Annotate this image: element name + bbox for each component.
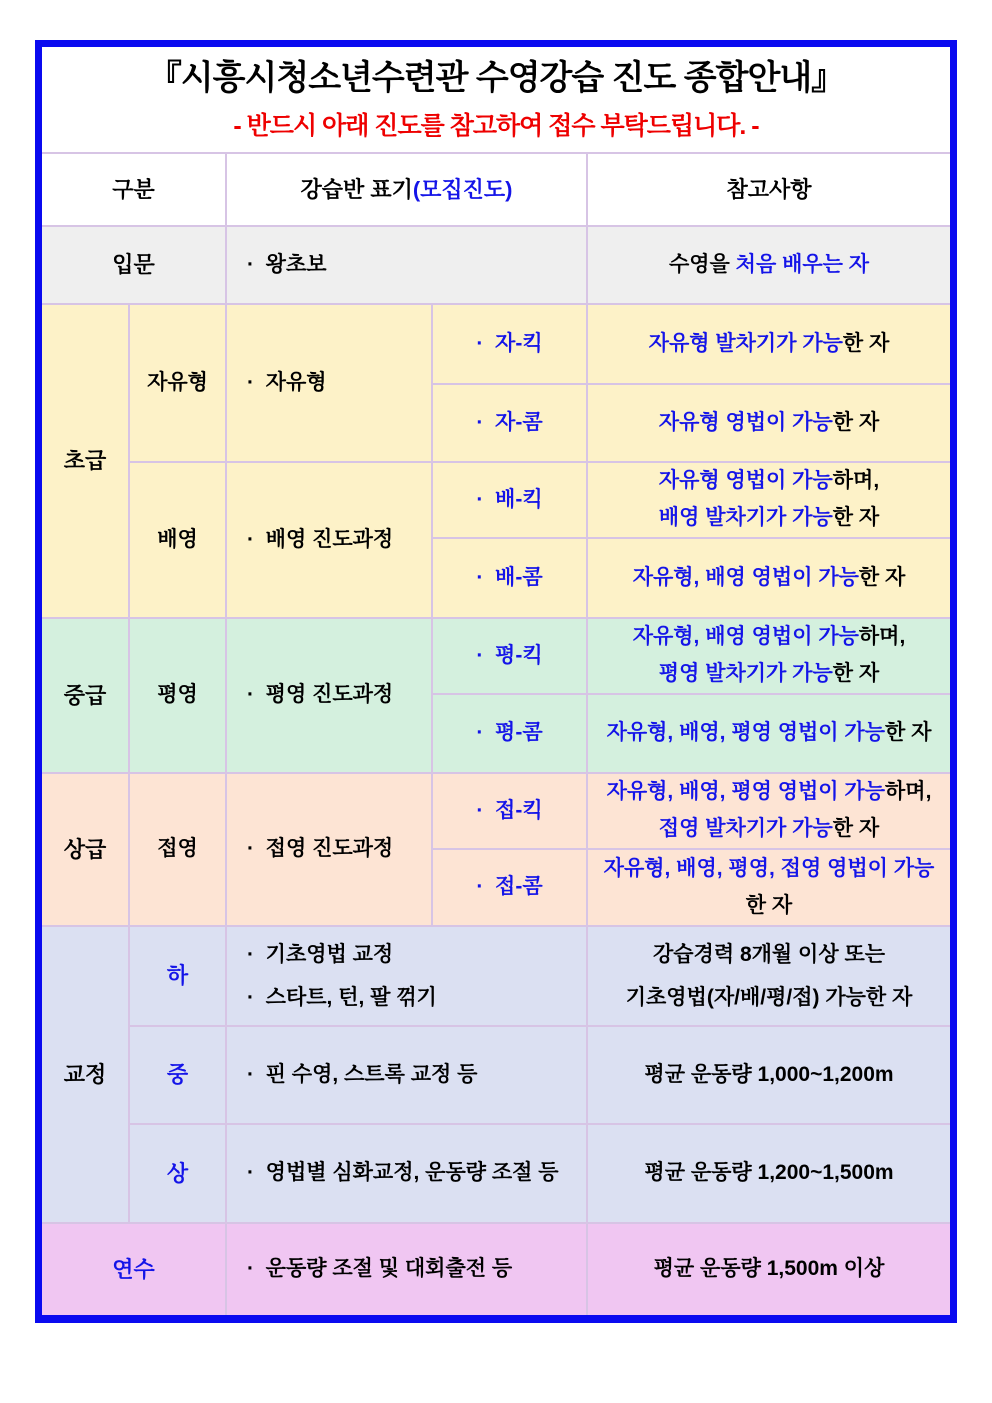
page-title: 『시흥시청소년수련관 수영강습 진도 종합안내』: [147, 58, 845, 97]
cell-note-correction-high: 평균 운동량 1,200~1,500m: [588, 1125, 950, 1222]
cell-category-correction: 교정: [42, 927, 128, 1222]
cell-note-training: 평균 운동량 1,500m 이상: [588, 1224, 950, 1315]
cell-level-correction-high: 상: [130, 1125, 225, 1222]
cell-course-breaststroke: · 평영 진도과정: [227, 619, 431, 772]
cell-label-butterfly-combo: · 접-콤: [433, 850, 586, 925]
cell-course-training: · 운동량 조절 및 대회출전 등: [227, 1224, 586, 1315]
cell-note-breaststroke-combo: 자유형, 배영, 평영 영법이 가능한 자: [588, 695, 950, 772]
cell-course-intro: · 왕초보: [227, 227, 586, 303]
cell-note-freestyle-kick: 자유형 발차기가 가능한 자: [588, 305, 950, 383]
cell-note-breaststroke-kick: 자유형, 배영 영법이 가능하며, 평영 발차기가 가능한 자: [588, 619, 950, 693]
cell-category-beginner: 초급: [42, 305, 128, 617]
cell-note-freestyle-combo: 자유형 영법이 가능한 자: [588, 385, 950, 461]
cell-category-training: 연수: [42, 1224, 225, 1315]
progress-table: [35, 40, 957, 1323]
cell-note-backstroke-combo: 자유형, 배영 영법이 가능한 자: [588, 539, 950, 617]
cell-level-correction-mid: 중: [130, 1027, 225, 1123]
cell-category-intermediate: 중급: [42, 619, 128, 772]
cell-label-breaststroke-kick: · 평-킥: [433, 619, 586, 693]
cell-note-backstroke-kick: 자유형 영법이 가능하며, 배영 발차기가 가능한 자: [588, 463, 950, 537]
header-category: 구분: [42, 154, 225, 225]
cell-label-backstroke-kick: · 배-킥: [433, 463, 586, 537]
cell-label-breaststroke-combo: · 평-콤: [433, 695, 586, 772]
cell-stroke-freestyle: 자유형: [130, 305, 225, 461]
cell-stroke-breaststroke: 평영: [130, 619, 225, 772]
cell-note-butterfly-combo: 자유형, 배영, 평영, 접영 영법이 가능한 자: [588, 850, 950, 925]
cell-category-advanced: 상급: [42, 774, 128, 925]
cell-label-butterfly-kick: · 접-킥: [433, 774, 586, 848]
cell-note-correction-mid: 평균 운동량 1,000~1,200m: [588, 1027, 950, 1123]
cell-course-butterfly: · 접영 진도과정: [227, 774, 431, 925]
cell-stroke-butterfly: 접영: [130, 774, 225, 925]
cell-stroke-backstroke: 배영: [130, 463, 225, 617]
cell-note-butterfly-kick: 자유형, 배영, 평영 영법이 가능하며, 접영 발차기가 가능한 자: [588, 774, 950, 848]
cell-note-intro: 수영을 처음 배우는 자: [588, 227, 950, 303]
cell-course-correction-low: · 기초영법 교정 · 스타트, 턴, 팔 꺾기: [227, 927, 586, 1025]
cell-label-freestyle-combo: · 자-콤: [433, 385, 586, 461]
cell-label-freestyle-kick: · 자-킥: [433, 305, 586, 383]
cell-label-backstroke-combo: · 배-콤: [433, 539, 586, 617]
page-subtitle: - 반드시 아래 진도를 참고하여 접수 부탁드립니다. -: [233, 111, 759, 140]
cell-level-correction-low: 하: [130, 927, 225, 1025]
header-notes: 참고사항: [588, 154, 950, 225]
header-class-label: 강습반 표기(모집진도): [227, 154, 586, 225]
cell-category-intro: 입문: [42, 227, 225, 303]
cell-course-correction-mid: · 핀 수영, 스트록 교정 등: [227, 1027, 586, 1123]
cell-note-correction-low: 강습경력 8개월 이상 또는 기초영법(자/배/평/접) 가능한 자: [588, 927, 950, 1025]
title-block: [42, 47, 950, 152]
cell-course-backstroke: · 배영 진도과정: [227, 463, 431, 617]
cell-course-freestyle: · 자유형: [227, 305, 431, 461]
cell-course-correction-high: · 영법별 심화교정, 운동량 조절 등: [227, 1125, 586, 1222]
